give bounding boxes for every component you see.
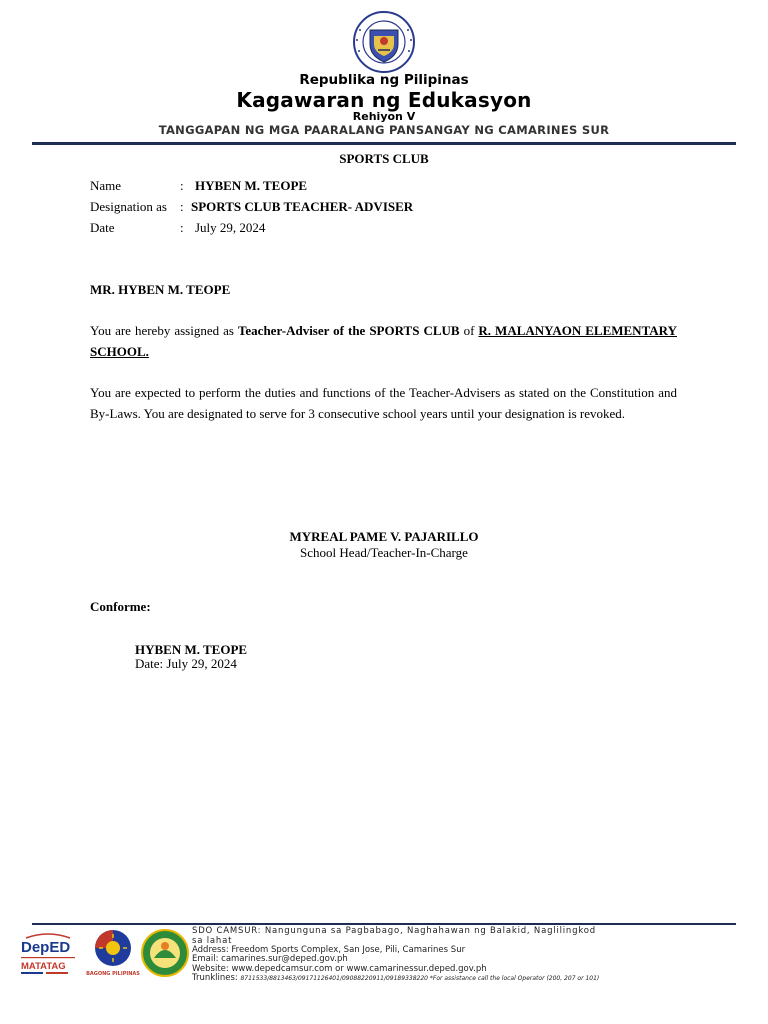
footer-email: Email: camarines.sur@deped.gov.ph [192, 954, 348, 964]
trunklines-label: Trunklines: [192, 973, 241, 983]
designation-label: Designation as [90, 199, 167, 214]
bagong-pilipinas-wordmark: BAGONG PILIPINAS [86, 971, 140, 977]
document-title: SPORTS CLUB [339, 151, 429, 166]
matatag-wordmark: MATATAG [21, 961, 66, 972]
signatory-position: School Head/Teacher-In-Charge [300, 545, 468, 560]
footer-tagline-cont: sa lahat [192, 936, 233, 946]
designation-value: SPORTS CLUB TEACHER- ADVISER [191, 199, 414, 214]
assignment-school: R. MALANYAON ELEMENTARY SCHOOL. [90, 323, 677, 359]
deped-wordmark: DepED [21, 939, 71, 956]
bagong-pilipinas-logo [84, 928, 142, 978]
name-value: HYBEN M. TEOPE [195, 178, 308, 193]
sdo-camsur-seal [140, 928, 190, 978]
conforme-label: Conforme: [90, 599, 151, 614]
footer-tagline: SDO CAMSUR: Nangunguna sa Pagbabago, Naghahawan ng Balakid, Naglilingkod [192, 926, 596, 936]
footer-trunklines [192, 974, 599, 984]
designation-colon: : [180, 199, 184, 214]
conforme-date-value: : July 29, 2024 [159, 656, 237, 671]
footer-website: Website: www.depedcamsur.com or www.camarinessur.deped.gov.ph [192, 964, 487, 974]
name-label: Name [90, 178, 122, 193]
header-division-office: TANGGAPAN NG MGA PAARALANG PANSANGAY NG CAMARINES SUR [158, 123, 610, 137]
name-colon: : [180, 178, 184, 193]
assignment-paragraph [90, 320, 677, 362]
salutation: MR. HYBEN M. TEOPE [90, 282, 231, 297]
duties-paragraph: You are expected to perform the duties and functions of the Teacher-Advisers as stated on the Constitution and By-Laws. You are designated to serve for 3 consecutive school years until your designation is revoked. [90, 385, 677, 421]
deped-matatag-logo [18, 930, 78, 978]
date-colon: : [180, 220, 184, 235]
assignment-role: Teacher-Adviser of the SPORTS CLUB [237, 323, 460, 338]
signatory-name: MYREAL PAME V. PAJARILLO [289, 529, 479, 544]
conforme-date-label: Date [135, 656, 160, 671]
assignment-text-c: of [459, 323, 479, 338]
date-label: Date [90, 220, 115, 235]
conforme-date [135, 656, 237, 672]
date-value: July 29, 2024 [195, 220, 266, 235]
footer-divider [32, 923, 736, 925]
assignment-text-a: You are hereby assigned as [90, 323, 238, 338]
footer-address: Address: Freedom Sports Complex, San Jose, Pili, Camarines Sur [192, 945, 466, 955]
header-republic: Republika ng Pilipinas [299, 72, 469, 88]
deped-seal-logo [348, 10, 420, 74]
header-department: Kagawaran ng Edukasyon [236, 88, 532, 112]
conforme-name: HYBEN M. TEOPE [135, 642, 248, 657]
trunklines-value: 8711533/8813463/09171126401/09088220911/09189338220 *For assistance call the local Operator (200, 207 or 101) [240, 975, 600, 982]
header-divider [32, 142, 736, 145]
header-region: Rehiyon V [352, 110, 416, 123]
